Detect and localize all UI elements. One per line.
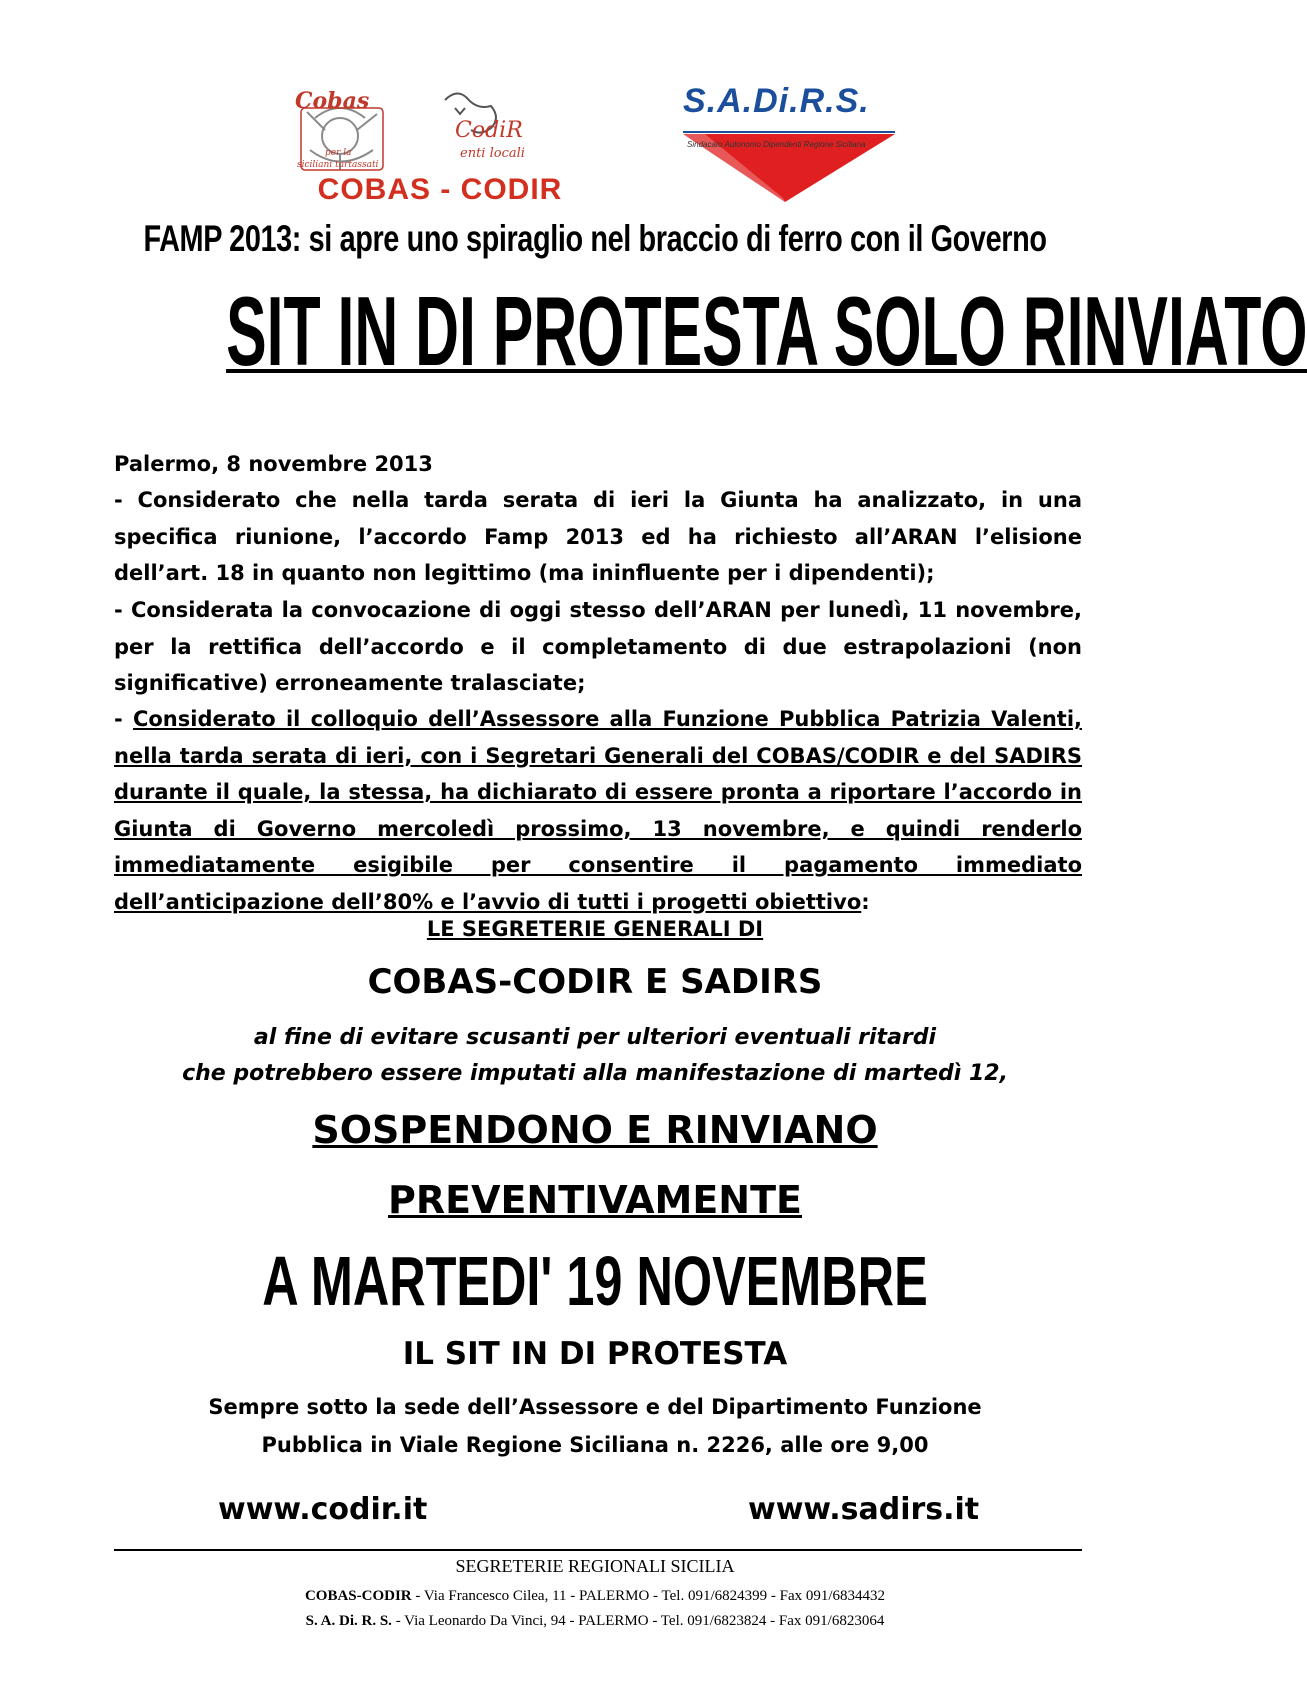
sadirs-title: S.A.Di.R.S.	[683, 82, 870, 120]
organizations-heading: COBAS-CODIR E SADIRS	[367, 962, 823, 1002]
footer-cobas-name: COBAS-CODIR	[304, 1588, 412, 1604]
subheadline: FAMP 2013: si apre uno spiraglio nel braccio di ferro con il Governo	[143, 218, 1047, 259]
preventivamente-heading: PREVENTIVAMENTE	[388, 1178, 802, 1222]
paragraph-2: - Considerata la convocazione di oggi stesso dell’ARAN per lunedì, 11 novembre, per la rettifica dell’accordo e il completamento di due estrapolazioni (non significative) erroneamente tralasciate;	[114, 598, 1082, 695]
paragraph-3-underlined: Considerato il colloquio dell’Assessore alla Funzione Pubblica Patrizia Valenti, nella tarda serata di ieri, con i Segretari Generali del COBAS/CODIR e del SADIRS durante il quale, la stessa, ha dichiarato di essere pronta a riportare l’accordo in Giunta di Governo mercoledì prossimo, 13 novembre, e quindi renderlo immediatamente esigibile per consentire il pagamento immediato dell’anticipazione dell’80% e l’avvio di tutti i progetti obiettivo	[114, 707, 1082, 914]
dateline: Palermo, 8 novembre 2013	[114, 452, 433, 476]
codir-subtitle: enti locali	[460, 146, 525, 161]
sadirs-logo	[665, 82, 905, 207]
website-codir-link[interactable]: www.codir.it	[218, 1492, 428, 1527]
codir-script-word: CodiR	[455, 118, 523, 143]
footer-divider	[114, 1549, 1082, 1551]
italic-line-2: che potrebbero essere imputati alla manifestazione di martedì 12,	[182, 1061, 1008, 1086]
location-line-2: Pubblica in Viale Regione Siciliana n. 2226, alle ore 9,00	[261, 1433, 929, 1457]
sadirs-subtitle: Sindacato Autonomo Dipendenti Regione Siciliana	[687, 140, 866, 149]
website-sadirs-link[interactable]: www.sadirs.it	[748, 1492, 980, 1527]
paragraph-3-dash: -	[114, 707, 133, 731]
segreterie-heading: LE SEGRETERIE GENERALI DI	[426, 917, 764, 941]
sospendono-heading: SOSPENDONO E RINVIANO	[312, 1108, 878, 1152]
footer-sadirs-contact	[0, 1613, 1190, 1630]
footer-cobas-contact	[0, 1588, 1190, 1605]
footer-sadirs-name: S. A. Di. R. S.	[305, 1613, 392, 1629]
location-line-1: Sempre sotto la sede dell’Assessore e del Dipartimento Funzione	[208, 1395, 982, 1419]
paragraph-3-end: :	[861, 889, 870, 914]
paragraph-3	[114, 701, 1082, 920]
main-headline: SIT IN DI PROTESTA SOLO RINVIATO	[226, 276, 1307, 386]
footer-cobas-details: - Via Francesco Cilea, 11 - PALERMO - Tel. 091/6824399 - Fax 091/6834432	[411, 1588, 886, 1604]
footer-title: SEGRETERIE REGIONALI SICILIA	[455, 1556, 735, 1576]
italic-line-1: al fine di evitare scusanti per ulteriori eventuali ritardi	[253, 1025, 937, 1050]
sit-in-heading: IL SIT IN DI PROTESTA	[402, 1336, 788, 1372]
footer-sadirs-details: - Via Leonardo Da Vinci, 94 - PALERMO - Tel. 091/6823824 - Fax 091/6823064	[391, 1613, 885, 1629]
new-date-heading: A MARTEDI' 19 NOVEMBRE	[262, 1242, 928, 1320]
paragraph-1: - Considerato che nella tarda serata di ieri la Giunta ha analizzato, in una specifica riunione, l’accordo Famp 2013 ed ha richiesto all’ARAN l’elisione dell’art. 18 in quanto non legittimo (ma ininfluente per i dipendenti);	[114, 488, 1082, 585]
cobas-codir-name: COBAS - CODIR	[317, 173, 563, 206]
cobas-small-text-2: siciliani tartassati	[297, 160, 379, 170]
cobas-codir-logo	[295, 78, 585, 208]
cobas-small-text: per la	[325, 148, 352, 158]
cobas-script-word: Cobas	[295, 88, 370, 114]
